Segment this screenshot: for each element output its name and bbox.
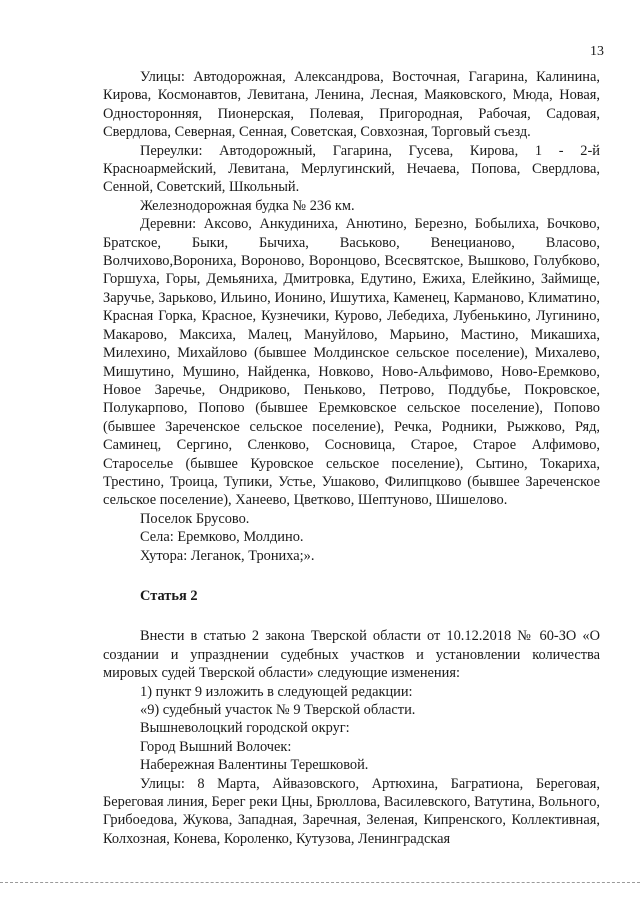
paragraph-railway-booth: Железнодорожная будка № 236 км.: [140, 197, 355, 214]
paragraph-khutora: Хутора: Леганок, Трониха;».: [140, 547, 315, 564]
page-number: 13: [590, 44, 604, 59]
paragraph-court-district: «9) судебный участок № 9 Тверской области.: [140, 702, 416, 718]
paragraph-streets-2: Улицы: 8 Марта, Айвазовского, Артюхина, Багратиона, Береговая, Береговая линия, Берег реки Цны, Брюллова, Василевского, Ватутина, Вольного, Грибоедова, Жукова, Западная, Заречная, Зеленая, Кипренского, Коллективная, Колхозная, Конева, Короленко, Кутузова, Ленинградская: [103, 775, 600, 847]
paragraph-settlement: Поселок Брусово.: [140, 510, 250, 527]
page-bottom-divider: [0, 882, 640, 883]
paragraph-streets: Улицы: Автодорожная, Александрова, Восточная, Гагарина, Калинина, Кирова, Космонавтов, Левитана, Ленина, Лесная, Маяковского, Мюда, Новая, Односторонняя, Пионерская, Полевая, Пригородная, Рабочая, Садовая, Свердлова, Северная, Сенная, Советская, Совхозная, Торговый съезд.: [103, 69, 600, 141]
paragraph-item-1: 1) пункт 9 изложить в следующей редакции:: [140, 683, 413, 700]
paragraph-villages: Деревни: Аксово, Анкудиниха, Анютино, Березно, Бобылиха, Бочково, Братское, Быки, Бычиха, Васьково, Венецианово, Власово, Волчихово,Ворониха, Вороново, Воронцово, Всесвятское, Вышково, Голубково, Горшуха, Горы, Демьяниха, Дмитровка, Едутино, Ежиха, Елейкино, Займище, Заручье, Зарьково, Ильино, Ионино, Ишутиха, Каменец, Карманово, Климатино, Красная Горка, Красное, Кузнечики, Курово, Лебедиха, Лубенькино, Лугинино, Макарово, Максиха, Малец, Мануйлово, Марьино, Мастино, Микашиха, Милехино, Михайлово (бывшее Молдинское сельское поселение), Михалево, Мишутино, Мушино, Найденка, Новково, Ново-Альфимово, Ново-Еремково, Новое Заречье, Ондриково, Пеньково, Петрово, Поддубье, Покровское, Полукарпово, Попово (бывшее Еремковское сельское поселение), Попово (бывшее Зареченское сельское поселение), Речка, Родники, Рыжково, Ряд, Саминец, Сергино, Сленково, Сосновица, Старое, Старое Алфимово, Староселье (бывшее Куровское сельское поселение), Сытино, Токариха, Трестино, Троица, Тупики, Устье, Ушаково, Филипцково (бывшее Зареченское сельское поселение), Ханеево, Цветково, Шептуново, Шишелово.: [103, 216, 600, 509]
document-body: [103, 68, 600, 848]
paragraph-amendment-intro: Внести в статью 2 закона Тверской области от 10.12.2018 № 60-ЗО «О создании и упразднении судебных участков и установлении количества мировых судей Тверской области» следующие изменения:: [103, 628, 600, 682]
paragraph-selo: Села: Еремково, Молдино.: [140, 529, 304, 546]
article-heading: Статья 2: [140, 587, 198, 604]
paragraph-city-district: Вышневолоцкий городской округ:: [140, 720, 350, 737]
paragraph-lanes: Переулки: Автодорожный, Гагарина, Гусева, Кирова, 1 - 2-й Красноармейский, Левитана, Мерлугинский, Нечаева, Попова, Свердлова, Сенной, Советский, Школьный.: [103, 142, 600, 196]
paragraph-city: Город Вышний Волочек:: [140, 738, 292, 755]
paragraph-embankment: Набережная Валентины Терешковой.: [140, 757, 369, 774]
